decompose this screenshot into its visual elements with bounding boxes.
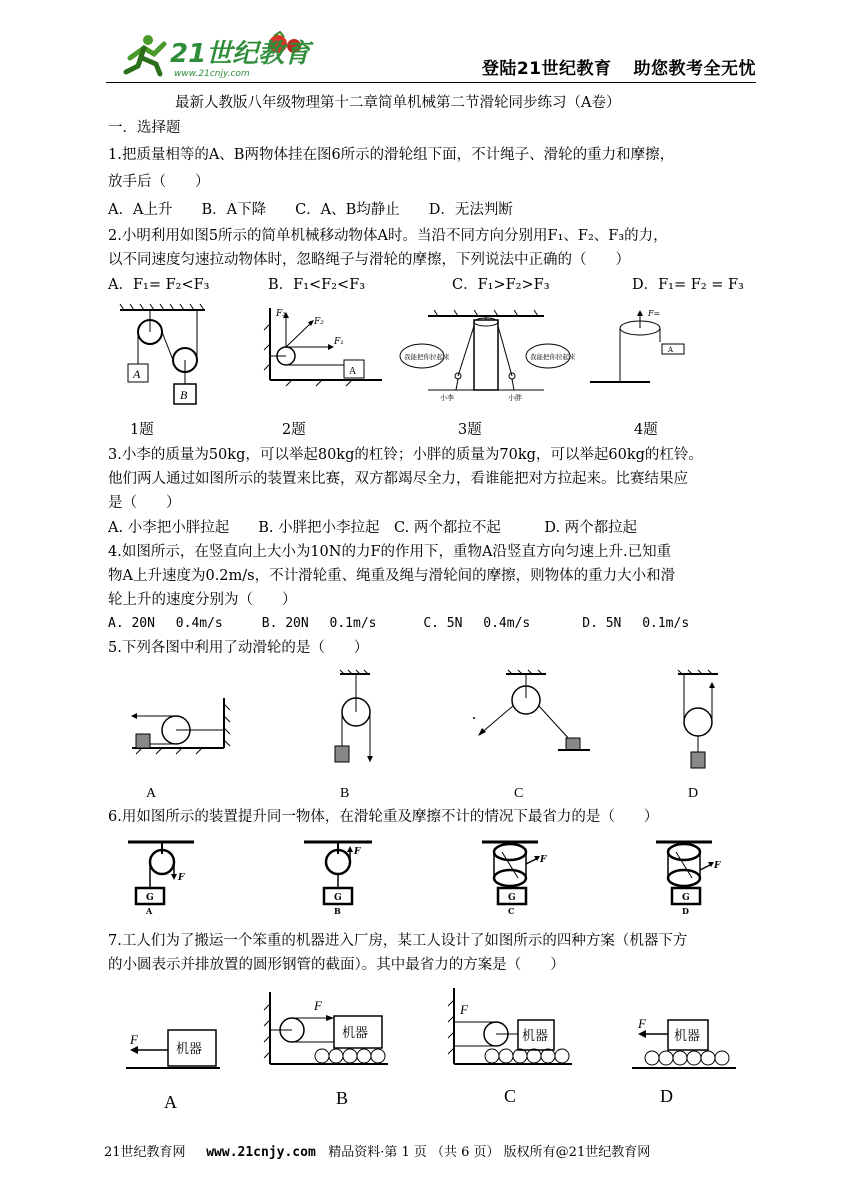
svg-text:小李: 小李 (440, 394, 454, 402)
fig-label-3: 3题 (458, 422, 482, 438)
fig-label-1: 1题 (130, 422, 154, 438)
figure-q1 (110, 302, 210, 414)
header-slogan (482, 54, 756, 79)
q4-line3: 轮上升的速度分别为（ ） (108, 592, 297, 608)
figure-q6-a (124, 838, 204, 918)
q5-label-a: A (146, 786, 157, 801)
q2-line2: 以不同速度匀速拉动物体时，忽略绳子与滑轮的摩擦，下列说法中正确的（ ） (108, 252, 630, 268)
svg-text:小胖: 小胖 (508, 394, 522, 402)
svg-text:F₃: F₃ (276, 309, 286, 319)
svg-text:F: F (714, 861, 721, 871)
svg-text:机器: 机器 (342, 1026, 369, 1041)
svg-text:www.21cnjy.com: www.21cnjy.com (174, 69, 250, 79)
figure-q7-b (264, 988, 414, 1112)
figure-q5-b (326, 670, 386, 770)
svg-text:机器: 机器 (674, 1029, 701, 1044)
q5-label-b: B (340, 786, 350, 801)
svg-text:F: F (460, 1002, 468, 1017)
header-divider (106, 82, 756, 83)
q3-line1: 3.小李的质量为50kg，可以举起80kg的杠铃；小胖的质量为70kg，可以举起60kg的杠铃。 (108, 447, 703, 463)
svg-text:我能把你拉起来: 我能把你拉起来 (530, 353, 576, 361)
svg-text:机器: 机器 (176, 1042, 203, 1057)
svg-text:F₁: F₁ (334, 337, 344, 347)
page-header (100, 28, 760, 84)
fig-label-2: 2题 (282, 422, 306, 438)
figure-q7-a (124, 1016, 224, 1112)
svg-text:F₂: F₂ (314, 317, 324, 327)
q7-line1: 7.工人们为了搬运一个笨重的机器进入厂房，某工人设计了如图所示的四种方案（机器下方 (108, 933, 688, 949)
q3-line3: 是（ ） (108, 495, 181, 511)
section-heading: 一．选择题 (108, 120, 181, 136)
q5-label-d: D (688, 786, 699, 801)
slogan-left: 登陆21世纪教育 (481, 59, 612, 79)
figure-q4 (588, 306, 698, 388)
svg-text:D: D (660, 1086, 673, 1106)
footer-url[interactable]: www.21cnjy.com (206, 1145, 316, 1160)
svg-text:F=: F= (648, 309, 661, 318)
q1-line2: 放手后（ ） (108, 174, 210, 190)
q5-line1: 5.下列各图中利用了动滑轮的是（ ） (108, 640, 369, 656)
svg-text:F: F (540, 855, 547, 865)
svg-text:A: A (668, 346, 674, 354)
svg-text:B: B (336, 1088, 349, 1108)
svg-text:F: F (130, 1032, 138, 1047)
q6-line1: 6.用如图所示的装置提升同一物体，在滑轮重及摩擦不计的情况下最省力的是（ ） (108, 809, 659, 825)
q2-line1: 2.小明利用如图5所示的简单机械移动物体A时。当沿不同方向分别用F₁、F₂、F₃的力， (108, 228, 668, 244)
svg-text:F: F (354, 847, 361, 857)
q7-line2: 的小圆表示并排放置的圆形钢管的截面）。其中最省力的方案是（ ） (108, 957, 565, 973)
q2-option-b: B．F₁<F₂<F₃ (268, 277, 366, 293)
figure-q5-c (466, 670, 592, 754)
figure-q7-c (448, 984, 578, 1108)
svg-text:F: F (178, 873, 185, 883)
fig-label-4: 4题 (634, 422, 658, 438)
q2-option-d: D．F₁= F₂ = F₃ (632, 277, 744, 293)
figure-q5-a (128, 670, 238, 754)
svg-text:我能把你拉起来: 我能把你拉起来 (404, 353, 450, 361)
q3-options: A. 小李把小胖拉起 B. 小胖把小李拉起 C. 两个都拉不起 D. 两个都拉起 (108, 520, 638, 536)
q2-option-c: C．F₁>F₂>F₃ (452, 277, 550, 293)
footer-page-info: 精品资料·第 1 页 （共 6 页） 版权所有@21世纪教育网 (328, 1145, 651, 1160)
svg-text:C: C (508, 906, 515, 916)
footer-site: 21世纪教育网 (104, 1145, 186, 1160)
q5-label-c: C (514, 786, 524, 801)
figure-q6-c (478, 838, 558, 918)
svg-text:21世纪教育: 21世纪教育 (170, 39, 311, 69)
svg-text:B: B (180, 388, 188, 402)
q4-line1: 4.如图所示，在竖直向上大小为10N的力F的作用下，重物A沿竖直方向匀速上升.已知重 (108, 544, 672, 560)
logo (108, 30, 311, 80)
slogan-right: 助您教考全无忧 (633, 59, 756, 79)
figure-q2 (262, 304, 386, 386)
svg-text:机器: 机器 (522, 1029, 549, 1044)
svg-text:A: A (146, 906, 153, 916)
svg-text:A: A (133, 367, 141, 381)
figure-q5-d (672, 670, 728, 774)
svg-text:C: C (504, 1086, 517, 1106)
q1-options: A．A上升 B．A下降 C．A、B均静止 D．无法判断 (108, 202, 513, 218)
page-footer (104, 1141, 650, 1160)
svg-text:D: D (682, 906, 689, 916)
svg-text:F: F (314, 998, 322, 1013)
q2-option-a: A．F₁= F₂<F₃ (108, 277, 210, 293)
svg-text:A: A (349, 366, 357, 377)
q4-line2: 物A上升速度为0.2m/s，不计滑轮重、绳重及绳与滑轮间的摩擦，则物体的重力大小和滑 (108, 568, 676, 584)
svg-text:B: B (334, 906, 341, 916)
svg-text:G: G (682, 893, 690, 903)
figure-q3 (398, 306, 576, 402)
q3-line2: 他们两人通过如图所示的装置来比赛，双方都竭尽全力，看谁能把对方拉起来。比赛结果应 (108, 471, 688, 487)
figure-q6-d (652, 838, 732, 918)
svg-text:A: A (164, 1092, 177, 1112)
q1-line1: 1.把质量相等的A、B两物体挂在图6所示的滑轮组下面，不计绳子、滑轮的重力和摩擦， (108, 147, 675, 163)
svg-text:G: G (508, 893, 516, 903)
svg-text:F: F (638, 1016, 646, 1031)
svg-text:G: G (146, 893, 154, 903)
figure-q7-d (630, 1012, 740, 1112)
page-title: 最新人教版八年级物理第十二章简单机械第二节滑轮同步练习（A卷） (175, 95, 621, 111)
figure-q6-b (300, 838, 380, 918)
q4-options: A. 20N 0.4m/s B. 20N 0.1m/s C. 5N 0.4m/s D. 5N 0.1m/s (108, 616, 690, 631)
svg-text:G: G (334, 893, 342, 903)
